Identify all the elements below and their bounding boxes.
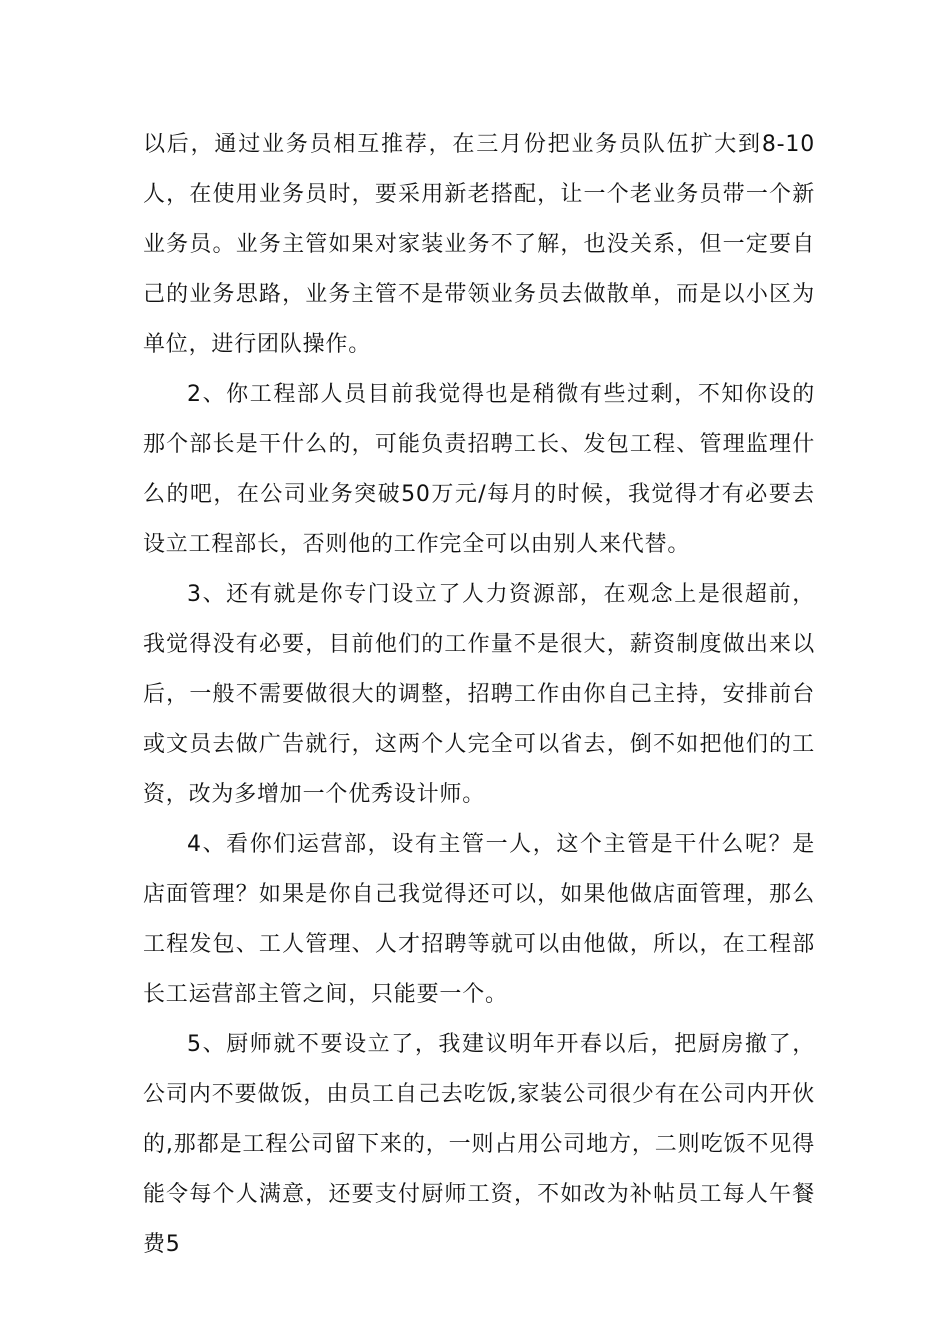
paragraph-item-4: 4、看你们运营部，设有主管一人，这个主管是干什么呢？是店面管理？如果是你自己我觉得还可以，如果他做店面管理，那么工程发包、工人管理、人才招聘等就可以由他做，所以，在工程部长工运营部主管之间，只能要一个。 [143, 832, 815, 1007]
paragraph-item-3: 3、还有就是你专门设立了人力资源部，在观念上是很超前，我觉得没有必要，目前他们的工作量不是很大，薪资制度做出来以后，一般不需要做很大的调整，招聘工作由你自己主持，安排前台或文员去做广告就行，这两个人完全可以省去，倒不如把他们的工资，改为多增加一个优秀设计师。 [143, 582, 815, 807]
paragraph-continuation: 以后，通过业务员相互推荐，在三月份把业务员队伍扩大到8-10人，在使用业务员时，要采用新老搭配，让一个老业务员带一个新业务员。业务主管如果对家装业务不了解，也没关系，但一定要自己的业务思路，业务主管不是带领业务员去做散单，而是以小区为单位，进行团队操作。 [143, 132, 815, 357]
document-body [143, 120, 815, 1270]
paragraph-item-2: 2、你工程部人员目前我觉得也是稍微有些过剩，不知你设的那个部长是干什么的，可能负责招聘工长、发包工程、管理监理什么的吧，在公司业务突破50万元/每月的时候，我觉得才有必要去设立工程部长，否则他的工作完全可以由别人来代替。 [143, 382, 815, 557]
paragraph-item-5: 5、厨师就不要设立了，我建议明年开春以后，把厨房撤了，公司内不要做饭，由员工自己去吃饭,家装公司很少有在公司内开伙的,那都是工程公司留下来的，一则占用公司地方，二则吃饭不见得能令每个人满意，还要支付厨师工资，不如改为补帖员工每人午餐费5 [143, 1032, 815, 1257]
